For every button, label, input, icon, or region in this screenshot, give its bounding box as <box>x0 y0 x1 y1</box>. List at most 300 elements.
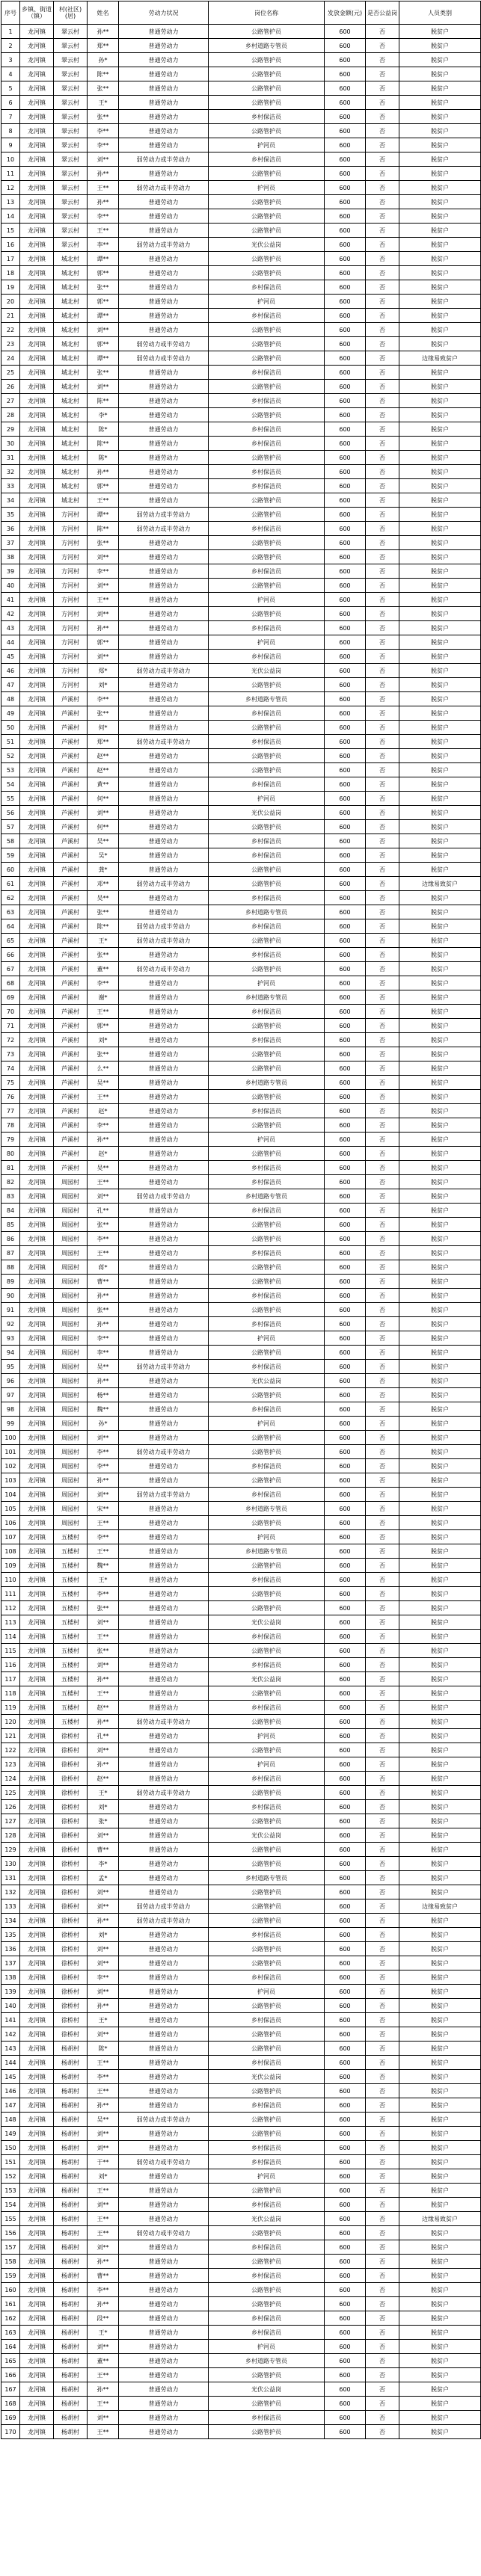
cell-town: 龙河镇 <box>20 1289 54 1303</box>
cell-flag: 否 <box>366 678 399 692</box>
cell-post: 乡村保洁员 <box>209 1246 325 1260</box>
table-row <box>1 1473 481 1488</box>
cell-flag: 否 <box>366 1260 399 1275</box>
cell-no: 75 <box>1 1076 20 1090</box>
cell-amount: 600 <box>325 2155 366 2169</box>
cell-amount: 600 <box>325 81 366 96</box>
table-row <box>1 2368 481 2382</box>
cell-category: 脱贫户 <box>399 1303 481 1317</box>
cell-village: 杨胡村 <box>54 2141 88 2155</box>
cell-category: 脱贫户 <box>399 96 481 110</box>
cell-town: 龙河镇 <box>20 209 54 224</box>
cell-labor: 弱劳动力或半劳动力 <box>119 1488 209 1502</box>
cell-town: 龙河镇 <box>20 1090 54 1104</box>
cell-post: 公路管护员 <box>209 1260 325 1275</box>
cell-town: 龙河镇 <box>20 1942 54 1956</box>
table-row <box>1 39 481 53</box>
cell-no: 78 <box>1 1118 20 1133</box>
cell-town: 龙河镇 <box>20 1133 54 1147</box>
cell-village: 城北村 <box>54 366 88 380</box>
cell-category: 脱贫户 <box>399 394 481 408</box>
cell-category: 脱贫户 <box>399 1715 481 1729</box>
table-row <box>1 1630 481 1644</box>
cell-town: 龙河镇 <box>20 1047 54 1061</box>
cell-category: 脱贫户 <box>399 224 481 238</box>
table-row <box>1 1899 481 1914</box>
cell-no: 71 <box>1 1019 20 1033</box>
table-row <box>1 1729 481 1743</box>
cell-village: 周园村 <box>54 1260 88 1275</box>
cell-labor: 普通劳动力 <box>119 451 209 465</box>
cell-post: 乡村保洁员 <box>209 479 325 493</box>
cell-category: 脱贫户 <box>399 706 481 721</box>
cell-town: 龙河镇 <box>20 451 54 465</box>
cell-village: 徐桥村 <box>54 2027 88 2042</box>
cell-no: 89 <box>1 1275 20 1289</box>
cell-labor: 普通劳动力 <box>119 2340 209 2354</box>
cell-name: 张** <box>88 1303 119 1317</box>
cell-labor: 普通劳动力 <box>119 195 209 209</box>
cell-post: 乡村保洁员 <box>209 848 325 863</box>
cell-no: 36 <box>1 522 20 536</box>
cell-category: 脱贫户 <box>399 1573 481 1587</box>
cell-town: 龙河镇 <box>20 1303 54 1317</box>
cell-flag: 否 <box>366 1985 399 1999</box>
cell-name: 刘** <box>88 1189 119 1204</box>
cell-no: 52 <box>1 749 20 763</box>
cell-name: 魏** <box>88 1402 119 1417</box>
cell-village: 翠云村 <box>54 195 88 209</box>
cell-name: 谭** <box>88 309 119 323</box>
cell-labor: 普通劳动力 <box>119 1317 209 1331</box>
cell-category: 脱贫户 <box>399 2113 481 2127</box>
cell-flag: 否 <box>366 1090 399 1104</box>
cell-no: 20 <box>1 295 20 309</box>
cell-labor: 普通劳动力 <box>119 1743 209 1757</box>
table-row <box>1 224 481 238</box>
cell-name: 赵** <box>88 749 119 763</box>
cell-no: 121 <box>1 1729 20 1743</box>
cell-town: 龙河镇 <box>20 1857 54 1871</box>
cell-amount: 600 <box>325 1857 366 1871</box>
cell-village: 城北村 <box>54 252 88 266</box>
cell-flag: 否 <box>366 309 399 323</box>
cell-village: 方河村 <box>54 508 88 522</box>
cell-post: 公路管护员 <box>209 536 325 550</box>
table-row <box>1 408 481 422</box>
table-row <box>1 2056 481 2070</box>
cell-category: 脱贫户 <box>399 1871 481 1885</box>
cell-town: 龙河镇 <box>20 2311 54 2326</box>
cell-amount: 600 <box>325 1360 366 1374</box>
cell-name: 王** <box>88 1544 119 1559</box>
cell-no: 85 <box>1 1218 20 1232</box>
cell-town: 龙河镇 <box>20 664 54 678</box>
cell-labor: 弱劳动力或半劳动力 <box>119 508 209 522</box>
cell-no: 110 <box>1 1573 20 1587</box>
cell-post: 公路管护员 <box>209 167 325 181</box>
cell-labor: 普通劳动力 <box>119 2141 209 2155</box>
cell-category: 脱贫户 <box>399 1104 481 1118</box>
cell-no: 150 <box>1 2141 20 2155</box>
cell-village: 杨胡村 <box>54 2184 88 2198</box>
cell-no: 61 <box>1 877 20 891</box>
cell-labor: 普通劳动力 <box>119 1871 209 1885</box>
cell-amount: 600 <box>325 1118 366 1133</box>
table-row <box>1 1559 481 1573</box>
cell-name: 刘** <box>88 323 119 337</box>
table-row <box>1 2013 481 2027</box>
cell-category: 脱贫户 <box>399 1729 481 1743</box>
cell-town: 龙河镇 <box>20 25 54 39</box>
cell-name: 张** <box>88 905 119 919</box>
cell-town: 龙河镇 <box>20 124 54 138</box>
cell-town: 龙河镇 <box>20 1488 54 1502</box>
cell-labor: 弱劳动力或半劳动力 <box>119 919 209 934</box>
cell-flag: 否 <box>366 2226 399 2240</box>
header-no: 序号 <box>1 1 20 25</box>
cell-name: 张** <box>88 1644 119 1658</box>
cell-no: 37 <box>1 536 20 550</box>
cell-labor: 普通劳动力 <box>119 1204 209 1218</box>
cell-category: 脱贫户 <box>399 266 481 280</box>
cell-town: 龙河镇 <box>20 1928 54 1942</box>
cell-post: 乡村保洁员 <box>209 650 325 664</box>
cell-category: 脱贫户 <box>399 1431 481 1445</box>
cell-no: 5 <box>1 81 20 96</box>
cell-no: 105 <box>1 1502 20 1516</box>
cell-post: 公路管护员 <box>209 1587 325 1601</box>
table-row <box>1 1587 481 1601</box>
cell-flag: 否 <box>366 934 399 948</box>
cell-town: 龙河镇 <box>20 1019 54 1033</box>
cell-flag: 否 <box>366 2169 399 2184</box>
cell-no: 50 <box>1 721 20 735</box>
cell-village: 杨胡村 <box>54 2411 88 2425</box>
cell-labor: 普通劳动力 <box>119 1104 209 1118</box>
cell-name: 王** <box>88 593 119 607</box>
cell-amount: 600 <box>325 2269 366 2283</box>
cell-no: 135 <box>1 1928 20 1942</box>
cell-town: 龙河镇 <box>20 96 54 110</box>
cell-village: 芦溪村 <box>54 934 88 948</box>
cell-name: 曹** <box>88 2269 119 2283</box>
cell-village: 周园村 <box>54 1189 88 1204</box>
table-row <box>1 1374 481 1388</box>
cell-category: 脱贫户 <box>399 1658 481 1672</box>
cell-labor: 普通劳动力 <box>119 2056 209 2070</box>
cell-labor: 普通劳动力 <box>119 1260 209 1275</box>
table-row <box>1 1175 481 1189</box>
table-row <box>1 1914 481 1928</box>
cell-labor: 弱劳动力或半劳动力 <box>119 2155 209 2169</box>
cell-post: 公路管护员 <box>209 1644 325 1658</box>
cell-category: 脱贫户 <box>399 1346 481 1360</box>
cell-amount: 600 <box>325 1459 366 1473</box>
cell-town: 龙河镇 <box>20 1005 54 1019</box>
cell-village: 方河村 <box>54 536 88 550</box>
cell-no: 148 <box>1 2113 20 2127</box>
table-row <box>1 2354 481 2368</box>
cell-village: 周园村 <box>54 1417 88 1431</box>
cell-town: 龙河镇 <box>20 1530 54 1544</box>
cell-name: 刘** <box>88 1956 119 1970</box>
cell-amount: 600 <box>325 1644 366 1658</box>
table-row <box>1 1828 481 1843</box>
cell-category: 脱贫户 <box>399 934 481 948</box>
cell-town: 龙河镇 <box>20 1914 54 1928</box>
cell-amount: 600 <box>325 351 366 366</box>
cell-post: 乡村保洁员 <box>209 1033 325 1047</box>
cell-post: 公路管护员 <box>209 1914 325 1928</box>
cell-town: 龙河镇 <box>20 1374 54 1388</box>
cell-name: 孙** <box>88 1715 119 1729</box>
cell-name: 王** <box>88 493 119 508</box>
cell-village: 杨胡村 <box>54 2098 88 2113</box>
cell-labor: 弱劳动力或半劳动力 <box>119 664 209 678</box>
cell-post: 公路管护员 <box>209 351 325 366</box>
cell-category: 脱贫户 <box>399 323 481 337</box>
cell-amount: 600 <box>325 678 366 692</box>
header-name: 姓名 <box>88 1 119 25</box>
cell-category: 脱贫户 <box>399 1218 481 1232</box>
cell-post: 公路管护员 <box>209 820 325 834</box>
cell-category: 脱贫户 <box>399 53 481 67</box>
cell-town: 龙河镇 <box>20 2212 54 2226</box>
cell-village: 芦溪村 <box>54 820 88 834</box>
cell-category: 脱贫户 <box>399 635 481 650</box>
cell-post: 公路管护员 <box>209 195 325 209</box>
cell-post: 乡村保洁员 <box>209 1701 325 1715</box>
cell-town: 龙河镇 <box>20 1459 54 1473</box>
cell-flag: 否 <box>366 238 399 252</box>
table-row <box>1 1090 481 1104</box>
cell-amount: 600 <box>325 2311 366 2326</box>
cell-name: 王** <box>88 1175 119 1189</box>
cell-amount: 600 <box>325 1658 366 1672</box>
cell-name: 王* <box>88 2013 119 2027</box>
cell-village: 城北村 <box>54 323 88 337</box>
table-row <box>1 2155 481 2169</box>
cell-town: 龙河镇 <box>20 1899 54 1914</box>
cell-post: 乡村保洁员 <box>209 621 325 635</box>
cell-no: 3 <box>1 53 20 67</box>
cell-name: 张** <box>88 536 119 550</box>
cell-town: 龙河镇 <box>20 1417 54 1431</box>
cell-post: 乡村保洁员 <box>209 1630 325 1644</box>
cell-labor: 普通劳动力 <box>119 1530 209 1544</box>
cell-post: 公路管护员 <box>209 678 325 692</box>
cell-no: 96 <box>1 1374 20 1388</box>
cell-village: 徐桥村 <box>54 1871 88 1885</box>
cell-amount: 600 <box>325 1828 366 1843</box>
cell-amount: 600 <box>325 1204 366 1218</box>
cell-town: 龙河镇 <box>20 905 54 919</box>
cell-flag: 否 <box>366 2084 399 2098</box>
cell-name: 黄** <box>88 777 119 792</box>
cell-post: 光伏公益岗 <box>209 2070 325 2084</box>
cell-town: 龙河镇 <box>20 2255 54 2269</box>
cell-post: 公路管护员 <box>209 1899 325 1914</box>
cell-category: 脱贫户 <box>399 1360 481 1374</box>
cell-amount: 600 <box>325 1914 366 1928</box>
cell-flag: 否 <box>366 437 399 451</box>
cell-name: 赵** <box>88 1701 119 1715</box>
table-row <box>1 25 481 39</box>
cell-amount: 600 <box>325 2354 366 2368</box>
cell-village: 方河村 <box>54 579 88 593</box>
cell-no: 156 <box>1 2226 20 2240</box>
cell-town: 龙河镇 <box>20 2226 54 2240</box>
cell-name: 何* <box>88 721 119 735</box>
cell-town: 龙河镇 <box>20 1644 54 1658</box>
cell-category: 脱贫户 <box>399 1502 481 1516</box>
cell-labor: 普通劳动力 <box>119 366 209 380</box>
cell-flag: 否 <box>366 2240 399 2255</box>
cell-post: 公路管护员 <box>209 1147 325 1161</box>
cell-post: 公路管护员 <box>209 550 325 564</box>
cell-amount: 600 <box>325 2240 366 2255</box>
cell-town: 龙河镇 <box>20 2070 54 2084</box>
cell-post: 公路管护员 <box>209 2127 325 2141</box>
cell-village: 五楼村 <box>54 1587 88 1601</box>
cell-amount: 600 <box>325 2198 366 2212</box>
cell-name: 刘** <box>88 1828 119 1843</box>
cell-category: 脱贫户 <box>399 1175 481 1189</box>
cell-amount: 600 <box>325 1232 366 1246</box>
cell-no: 112 <box>1 1601 20 1615</box>
cell-village: 芦溪村 <box>54 792 88 806</box>
cell-flag: 否 <box>366 479 399 493</box>
table-row <box>1 124 481 138</box>
cell-category: 脱贫户 <box>399 1005 481 1019</box>
cell-town: 龙河镇 <box>20 422 54 437</box>
cell-labor: 普通劳动力 <box>119 564 209 579</box>
cell-amount: 600 <box>325 2382 366 2397</box>
cell-category: 脱贫户 <box>399 806 481 820</box>
table-row <box>1 1786 481 1800</box>
cell-flag: 否 <box>366 2184 399 2198</box>
cell-amount: 600 <box>325 295 366 309</box>
cell-flag: 否 <box>366 1999 399 2013</box>
cell-labor: 普通劳动力 <box>119 1630 209 1644</box>
cell-flag: 否 <box>366 1544 399 1559</box>
cell-name: 张* <box>88 1814 119 1828</box>
cell-post: 乡村保洁员 <box>209 1317 325 1331</box>
cell-labor: 普通劳动力 <box>119 1587 209 1601</box>
cell-name: 王** <box>88 1090 119 1104</box>
cell-name: 郭** <box>88 295 119 309</box>
cell-town: 龙河镇 <box>20 1970 54 1985</box>
cell-no: 28 <box>1 408 20 422</box>
cell-labor: 普通劳动力 <box>119 465 209 479</box>
cell-name: 李** <box>88 1530 119 1544</box>
cell-post: 光伏公益岗 <box>209 238 325 252</box>
cell-flag: 否 <box>366 1828 399 1843</box>
cell-name: 魏** <box>88 1559 119 1573</box>
cell-post: 公路管护员 <box>209 1431 325 1445</box>
cell-village: 周园村 <box>54 1473 88 1488</box>
table-row <box>1 2042 481 2056</box>
cell-labor: 普通劳动力 <box>119 2425 209 2439</box>
cell-name: 杨** <box>88 1388 119 1402</box>
cell-name: 么** <box>88 1061 119 1076</box>
cell-category: 边缘易致贫户 <box>399 351 481 366</box>
cell-village: 徐桥村 <box>54 1885 88 1899</box>
cell-town: 龙河镇 <box>20 2184 54 2198</box>
cell-name: 刘** <box>88 1985 119 1999</box>
cell-name: 刘** <box>88 2198 119 2212</box>
cell-flag: 否 <box>366 1914 399 1928</box>
cell-category: 脱贫户 <box>399 138 481 152</box>
cell-no: 25 <box>1 366 20 380</box>
cell-town: 龙河镇 <box>20 1843 54 1857</box>
cell-village: 芦溪村 <box>54 990 88 1005</box>
cell-amount: 600 <box>325 1488 366 1502</box>
cell-labor: 普通劳动力 <box>119 124 209 138</box>
cell-labor: 普通劳动力 <box>119 1303 209 1317</box>
header-flag: 是否公益岗 <box>366 1 399 25</box>
cell-town: 龙河镇 <box>20 1800 54 1814</box>
cell-category: 脱贫户 <box>399 1473 481 1488</box>
cell-village: 杨胡村 <box>54 2127 88 2141</box>
cell-amount: 600 <box>325 1530 366 1544</box>
cell-flag: 否 <box>366 337 399 351</box>
cell-village: 城北村 <box>54 266 88 280</box>
cell-amount: 600 <box>325 2113 366 2127</box>
cell-labor: 普通劳动力 <box>119 2411 209 2425</box>
cell-town: 龙河镇 <box>20 1686 54 1701</box>
cell-no: 45 <box>1 650 20 664</box>
cell-town: 龙河镇 <box>20 990 54 1005</box>
cell-no: 143 <box>1 2042 20 2056</box>
cell-village: 周园村 <box>54 1204 88 1218</box>
cell-name: 郭** <box>88 1019 119 1033</box>
cell-no: 67 <box>1 962 20 976</box>
cell-labor: 普通劳动力 <box>119 295 209 309</box>
cell-town: 龙河镇 <box>20 777 54 792</box>
cell-amount: 600 <box>325 777 366 792</box>
cell-post: 乡村保洁员 <box>209 1360 325 1374</box>
cell-labor: 普通劳动力 <box>119 579 209 593</box>
cell-village: 周园村 <box>54 1331 88 1346</box>
cell-town: 龙河镇 <box>20 152 54 167</box>
cell-category: 脱贫户 <box>399 1204 481 1218</box>
table-row <box>1 181 481 195</box>
cell-name: 吴** <box>88 2113 119 2127</box>
cell-village: 芦溪村 <box>54 863 88 877</box>
cell-category: 脱贫户 <box>399 1488 481 1502</box>
cell-name: 曹** <box>88 1843 119 1857</box>
cell-name: 龚* <box>88 863 119 877</box>
cell-town: 龙河镇 <box>20 2013 54 2027</box>
cell-category: 脱贫户 <box>399 564 481 579</box>
cell-post: 公路管护员 <box>209 607 325 621</box>
cell-post: 公路管护员 <box>209 1559 325 1573</box>
cell-amount: 600 <box>325 451 366 465</box>
cell-town: 龙河镇 <box>20 280 54 295</box>
cell-village: 城北村 <box>54 479 88 493</box>
cell-flag: 否 <box>366 721 399 735</box>
cell-post: 护河员 <box>209 792 325 806</box>
cell-labor: 普通劳动力 <box>119 1757 209 1772</box>
cell-village: 芦溪村 <box>54 692 88 706</box>
cell-category: 脱贫户 <box>399 1743 481 1757</box>
cell-amount: 600 <box>325 67 366 81</box>
cell-village: 徐桥村 <box>54 1800 88 1814</box>
cell-category: 脱贫户 <box>399 167 481 181</box>
cell-town: 龙河镇 <box>20 1786 54 1800</box>
